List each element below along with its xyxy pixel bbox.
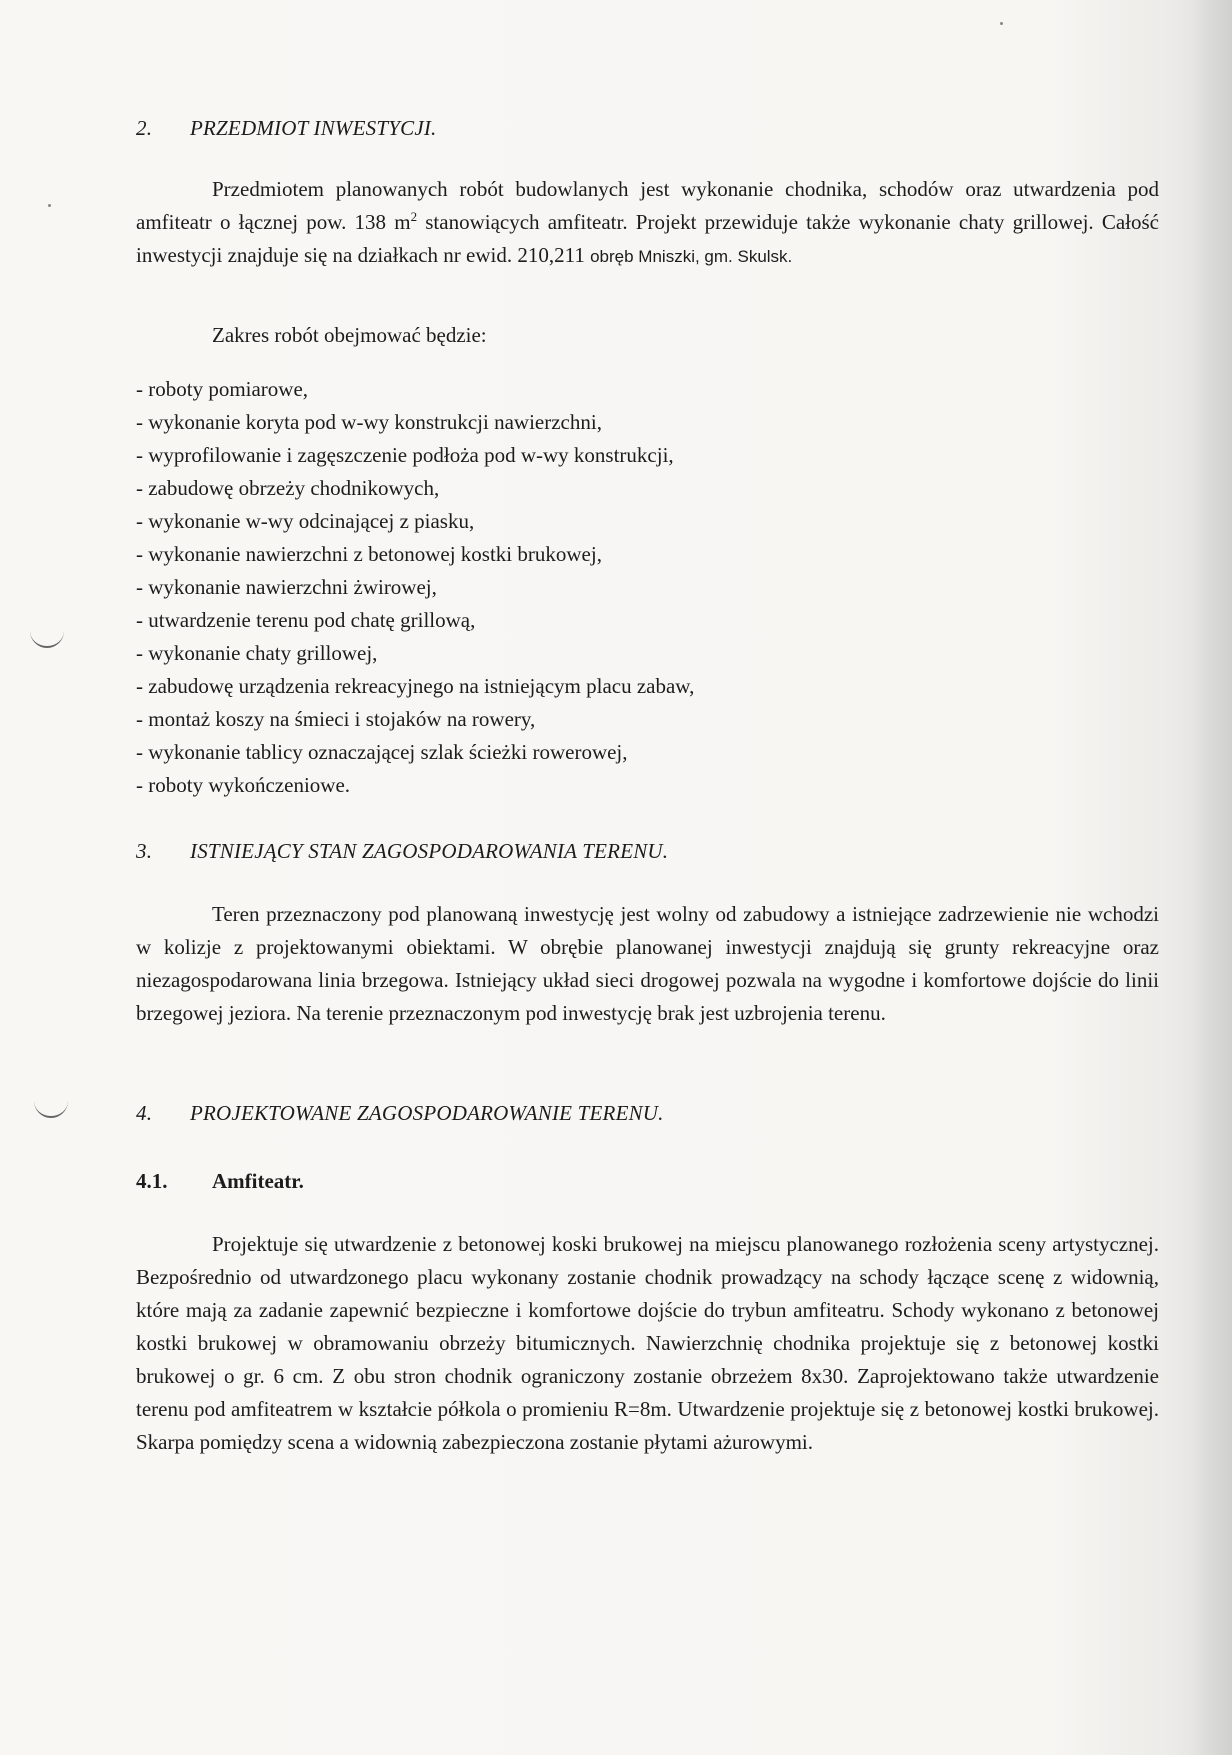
section-number: 3. [136, 839, 153, 863]
list-item: - wykonanie nawierzchni z betonowej kostki brukowej, [136, 542, 602, 566]
paragraph-text: Przedmiotem planowanych robót budowlanych jest wykonanie chodnika, schodów oraz utwardzenia pod amfiteatr o łącznej pow. 138 m [136, 177, 1159, 234]
list-item: - zabudowę obrzeży chodnikowych, [136, 476, 440, 500]
scope-intro: Zakres robót obejmować będzie: [212, 323, 487, 347]
list-item: - wykonanie w-wy odcinającej z piasku, [136, 509, 475, 533]
binder-hole-mark [34, 1100, 68, 1118]
list-item: - wykonanie chaty grillowej, [136, 641, 378, 665]
binder-hole-mark [30, 630, 64, 648]
scan-speck [1000, 22, 1003, 25]
list-item: - wykonanie koryta pod w-wy konstrukcji nawierzchni, [136, 410, 602, 434]
subsection-number: 4.1. [136, 1169, 168, 1193]
subsection-title: Amfiteatr. [212, 1169, 304, 1193]
list-item: - utwardzenie terenu pod chatę grillową, [136, 608, 476, 632]
list-item: - montaż koszy na śmieci i stojaków na rowery, [136, 707, 536, 731]
list-item: - roboty pomiarowe, [136, 377, 309, 401]
list-item: - wyprofilowanie i zagęszczenie podłoża pod w-wy konstrukcji, [136, 443, 674, 467]
section-2-paragraph [136, 173, 1159, 273]
scan-shadow-edge [1192, 0, 1232, 1755]
list-item: - roboty wykończeniowe. [136, 773, 351, 797]
section-title: PROJEKTOWANE ZAGOSPODAROWANIE TERENU. [190, 1101, 664, 1125]
subsection-4-1-heading [136, 1169, 1159, 1194]
scope-list [136, 373, 1159, 802]
list-item: - wykonanie nawierzchni żwirowej, [136, 575, 437, 599]
scan-speck [48, 204, 51, 207]
paragraph-text: stanowiących amfiteatr. Projekt przewiduje także wykonanie chaty grillowej. Całość inwestycji znajduje się na działkach nr ewid. 210,211 [136, 210, 1159, 267]
section-title: ISTNIEJĄCY STAN ZAGOSPODAROWANIA TERENU. [190, 839, 669, 863]
section-number: 2. [136, 116, 153, 140]
section-4-heading [136, 1101, 1159, 1126]
superscript: 2 [410, 209, 418, 224]
paragraph-text-small: obręb Mniszki, gm. Skulsk. [590, 247, 793, 266]
section-3-paragraph: Teren przeznaczony pod planowaną inwestycję jest wolny od zabudowy a istniejące zadrzewienie nie wchodzi w kolizje z projektowanymi obiektami. W obrębie planowanej inwestycji znajdują się grunty rekreacyjne oraz niezagospodarowana linia brzegowa. Istniejący układ sieci drogowej pozwala na wygodne i komfortowe dojście do linii brzegowej jeziora. Na terenie przeznaczonym pod inwestycję brak jest uzbrojenia terenu. [136, 902, 1159, 1025]
section-3-heading [136, 839, 1159, 864]
subsection-4-1-paragraph: Projektuje się utwardzenie z betonowej koski brukowej na miejscu planowanego rozłożenia sceny artystycznej. Bezpośrednio od utwardzonego placu wykonany zostanie chodnik prowadzący na schody łączące scenę z widownią, które mają za zadanie zapewnić bezpieczne i komfortowe dojście do trybun amfiteatru. Schody wykonano z betonowej kostki brukowej w obramowaniu obrzeży bitumicznych. Nawierzchnię chodnika projektuje się z betonowej kostki brukowej o gr. 6 cm. Z obu stron chodnik ograniczony zostanie obrzeżem 8x30. Zaprojektowano także utwardzenie terenu pod amfiteatrem w kształcie półkola o promieniu R=8m. Utwardzenie projektuje się z betonowej kostki brukowej. Skarpa pomiędzy scena a widownią zabezpieczona zostanie płytami ażurowymi. [136, 1232, 1159, 1454]
section-number: 4. [136, 1101, 153, 1125]
section-title: PRZEDMIOT INWESTYCJI. [190, 116, 437, 140]
list-item: - zabudowę urządzenia rekreacyjnego na istniejącym placu zabaw, [136, 674, 695, 698]
section-2-heading [136, 116, 1159, 141]
list-item: - wykonanie tablicy oznaczającej szlak ścieżki rowerowej, [136, 740, 628, 764]
